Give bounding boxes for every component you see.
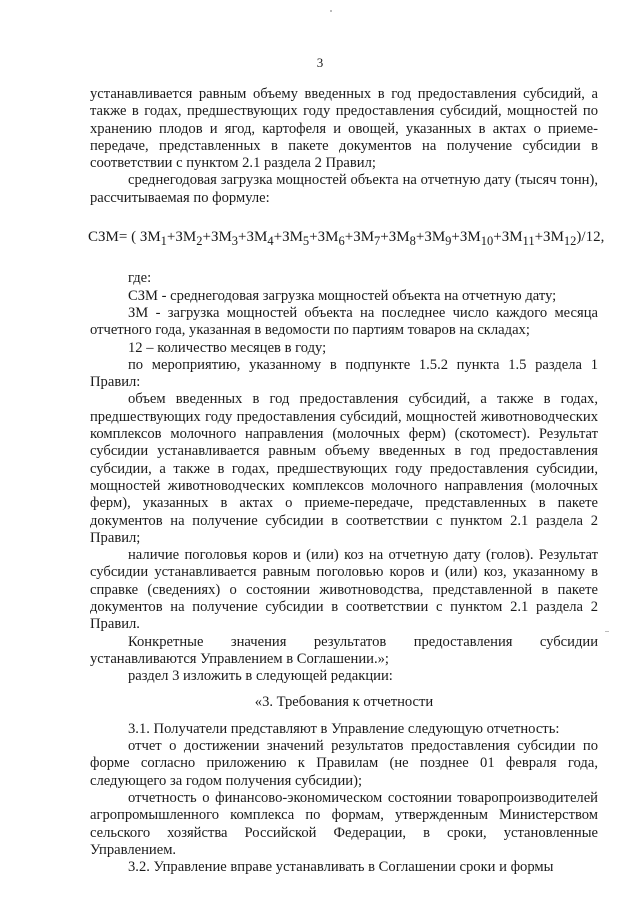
paragraph: по мероприятию, указанному в подпункте 1.5.2 пункта 1.5 раздела 1 Правил: [90, 356, 598, 391]
paragraph: раздел 3 изложить в следующей редакции: [128, 668, 393, 685]
scan-speck [330, 10, 332, 12]
paragraph: где: [128, 270, 152, 287]
paragraph: ЗМ - загрузка мощностей объекта на последнее число каждого месяца отчетного года, указанная в ведомости по партиям товаров на складах; [90, 304, 598, 339]
section-heading: «3. Требования к отчетности [254, 693, 434, 710]
page-number: 3 [316, 55, 324, 70]
formula-rhs: )/12, [576, 229, 605, 246]
document-body [88, 86, 605, 876]
paragraph: объем введенных в год предоставления субсидий, а также в годах, предшествующих году предоставления субсидий, мощностей животноводческих комплексов молочного направления (молочных ферм) (скотомест). Результат субсидии устанавливается равным объему введенных в год предоставления субсидии, а также в годах, предшествующих году предоставления субсидии, мощностей животноводческих комплексов молочного направления (молочных ферм), указанных в актах о приеме-передаче, представленных в пакете документов на получение субсидии в соответствии с пунктом 2.1 раздела 2 Правил; [90, 391, 598, 546]
paragraph: среднегодовая загрузка мощностей объекта на отчетную дату (тысяч тонн), рассчитываемая по формуле: [90, 172, 598, 206]
paragraph: отчет о достижении значений результатов предоставления субсидии по форме согласно приложению к Правилам (не позднее 01 февраля года, следующего за годом получения субсидии); [90, 738, 598, 789]
scan-speck [605, 631, 609, 632]
paragraph: 3.1. Получатели представляют в Управление следующую отчетность: [128, 720, 560, 737]
paragraph: Конкретные значения результатов предоставления субсидии устанавливаются Управлением в Соглашении.»; [90, 633, 598, 667]
paragraph: отчетность о финансово-экономическом состоянии товаропроизводителей агропромышленного комплекса по формам, утвержденным Министерством сельского хозяйства Российской Федерации, в сроки, установленные Управлением. [90, 789, 598, 858]
paragraph: наличие поголовья коров и (или) коз на отчетную дату (голов). Результат субсидии устанавливается равным поголовью коров и (или) коз, указанному в справке (сведениях) о состоянии животноводства, представленной в пакете документов на получение субсидии в соответствии с пунктом 2.1 раздела 2 Правил. [90, 547, 598, 633]
paragraph: 12 – количество месяцев в году; [128, 339, 327, 356]
paragraph: 3.2. Управление вправе устанавливать в Соглашении сроки и формы [128, 859, 554, 876]
formula: СЗМ= ( $ЗМ_1+ЗМ_2+ЗМ_3+ЗМ_4+ЗМ_5+ЗМ_6+ЗМ_7+ЗМ_8+ЗМ_9+ЗМ_{10}+ЗМ_{11}+ЗМ_{12})/12$, [88, 229, 605, 249]
paragraph: устанавливается равным объему введенных в год предоставления субсидий, а также в годах, предшествующих году предоставления субсидий, мощностей по хранению плодов и ягод, картофеля и овощей, указанных в актах о приеме-передаче, представленных в пакете документов на получение субсидии в соответствии с пунктом 2.1 раздела 2 Правил; [90, 86, 598, 172]
formula-lhs: СЗМ= ( [88, 229, 137, 246]
paragraph: СЗМ - среднегодовая загрузка мощностей объекта на отчетную дату; [128, 287, 557, 304]
